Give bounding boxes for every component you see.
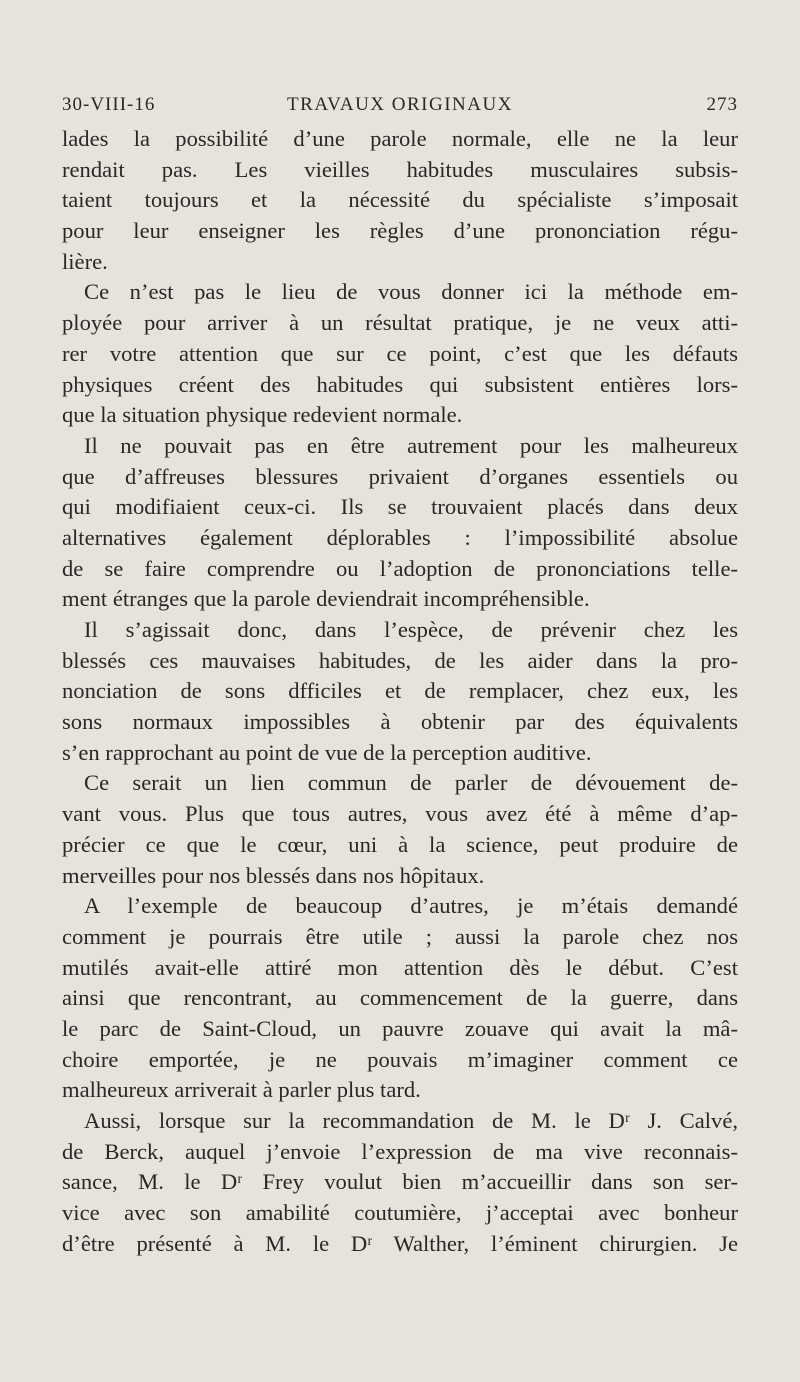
text-line: que d’affreuses blessures privaient d’organes essentiels ou [62,463,738,489]
text-line: A l’exemple de beaucoup d’autres, je m’étais demandé [84,893,738,919]
text-line: choire emportée, je ne pouvais m’imaginer comment ce [62,1046,738,1072]
text-line: précier ce que le cœur, uni à la science, peut produire de [62,831,738,857]
running-header [62,94,738,122]
text-line: d’être présenté à M. le Dʳ Walther, l’éminent chirurgien. Je [62,1230,738,1256]
page-number: 273 [706,94,738,115]
text-line: s’en rapprochant au point de vue de la perception auditive. [62,739,592,765]
body-text [62,124,738,1259]
text-line: Ce n’est pas le lieu de vous donner ici la méthode em- [84,279,738,305]
text-line: de se faire comprendre ou l’adoption de prononciations telle- [62,555,738,581]
text-line: Aussi, lorsque sur la recommandation de M. le Dʳ J. Calvé, [84,1108,738,1133]
text-line: sance, M. le Dʳ Frey voulut bien m’accueillir dans son ser- [62,1169,738,1195]
text-line: vant vous. Plus que tous autres, vous avez été à même d’ap- [62,801,738,827]
text-line: qui modifiaient ceux-ci. Ils se trouvaient placés dans deux [62,494,738,520]
text-line: lière. [62,248,108,274]
text-line: sons normaux impossibles à obtenir par des équivalents [62,709,738,735]
text-line: rendait pas. Les vieilles habitudes musculaires subsis- [62,156,738,182]
text-line: physiques créent des habitudes qui subsistent entières lors- [62,371,738,397]
text-line: pour leur enseigner les règles d’une prononciation régu- [62,218,738,244]
text-line: ainsi que rencontrant, au commencement de la guerre, dans [62,985,738,1011]
text-line: Il ne pouvait pas en être autrement pour les malheureux [84,432,738,458]
header-section-title: TRAVAUX ORIGINAUX [287,94,513,115]
text-line: blessés ces mauvaises habitudes, de les aider dans la pro- [62,647,738,673]
text-line: taient toujours et la nécessité du spécialiste s’imposait [62,187,738,213]
text-line: mutilés avait-elle attiré mon attention dès le début. C’est [62,954,738,980]
text-line: malheureux arriverait à parler plus tard. [62,1077,421,1103]
text-line: nonciation de sons dfficiles et de remplacer, chez eux, les [62,678,738,704]
text-line: alternatives également déplorables : l’impossibilité absolue [62,524,738,550]
header-date: 30-VIII-16 [62,94,156,115]
text-line: rer votre attention que sur ce point, c’est que les défauts [62,340,738,366]
text-line: ment étranges que la parole deviendrait incompréhensible. [62,586,590,612]
text-line: merveilles pour nos blessés dans nos hôpitaux. [62,862,485,888]
text-line: Ce serait un lien commun de parler de dévouement de- [84,770,738,796]
text-line: le parc de Saint-Cloud, un pauvre zouave qui avait la mâ- [62,1015,738,1041]
text-line: vice avec son amabilité coutumière, j’acceptai avec bonheur [62,1200,738,1226]
text-line: lades la possibilité d’une parole normale, elle ne la leur [62,126,738,151]
text-line: Il s’agissait donc, dans l’espèce, de prévenir chez les [84,617,738,642]
text-line: comment je pourrais être utile ; aussi la parole chez nos [62,923,738,949]
text-line: que la situation physique redevient normale. [62,402,463,428]
text-line: de Berck, auquel j’envoie l’expression de ma vive reconnais- [62,1138,738,1164]
text-line: ployée pour arriver à un résultat pratique, je ne veux atti- [62,310,738,336]
